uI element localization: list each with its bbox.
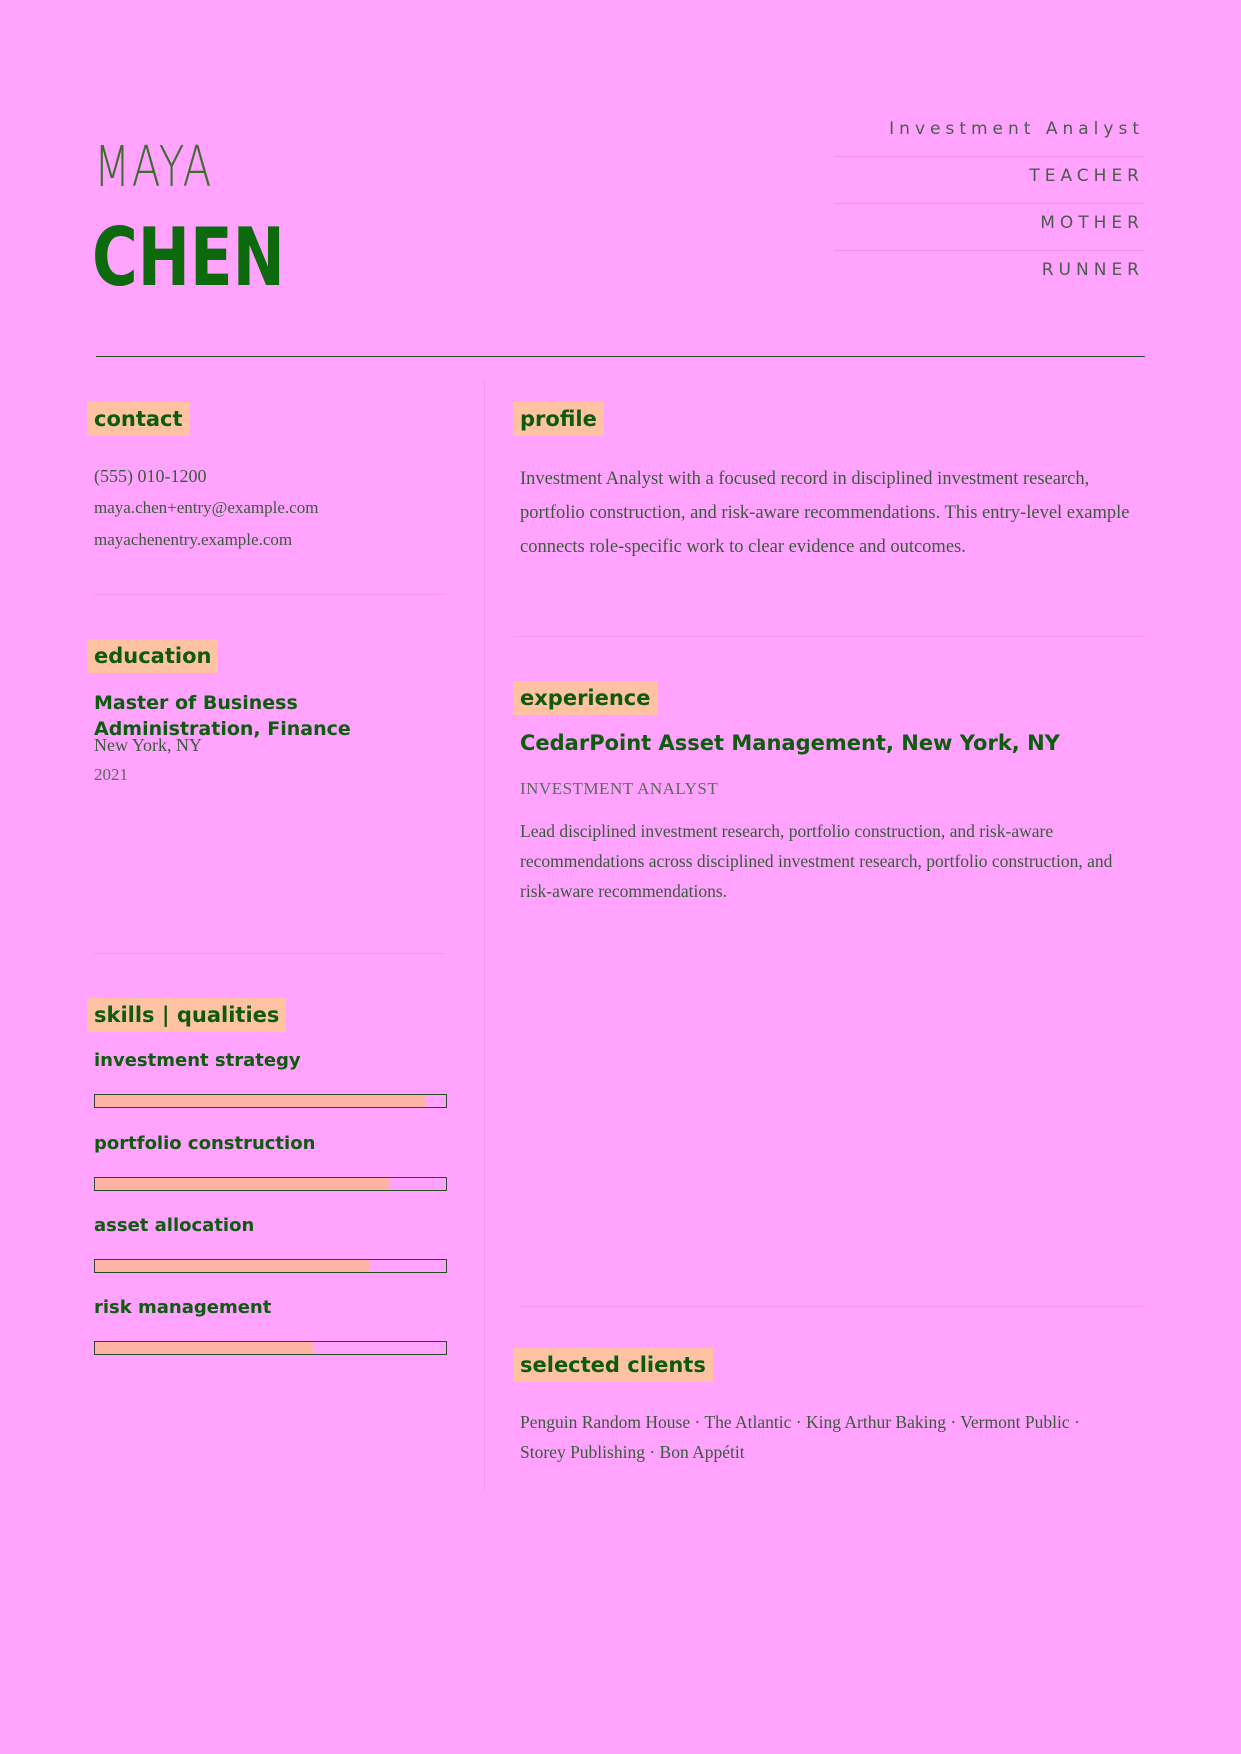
skill-bar xyxy=(94,1341,447,1355)
header-divider xyxy=(96,356,1145,357)
skill-bar-fill xyxy=(95,1260,369,1272)
first-name: MAYA xyxy=(94,135,213,200)
column-divider xyxy=(484,380,485,1490)
section-divider xyxy=(94,594,446,595)
clients-heading: selected clients xyxy=(513,1348,713,1382)
skill-bar xyxy=(94,1094,447,1108)
contact-phone: (555) 010-1200 xyxy=(94,466,207,486)
experience-heading: experience xyxy=(513,681,658,715)
skill-bar xyxy=(94,1177,447,1191)
experience-company: CedarPoint Asset Management, New York, NY xyxy=(520,731,1060,755)
section-divider xyxy=(94,953,446,954)
clients-list: Penguin Random House · The Atlantic · King Arthur Baking · Vermont Public · Storey Publishing · Bon Appétit xyxy=(520,1412,1080,1462)
skills-heading: skills | qualities xyxy=(87,998,286,1032)
profile-text: Investment Analyst with a focused record in disciplined investment research, portfolio construction, and risk-aware recommendations. This entry-level example connects role-specific work to clear evidence and outcomes. xyxy=(520,469,1130,557)
skill-label: investment strategy xyxy=(94,1050,301,1071)
education-heading: education xyxy=(87,639,218,673)
contact-heading: contact xyxy=(87,402,190,436)
skill-bar-fill xyxy=(95,1178,390,1190)
last-name: CHEN xyxy=(92,211,285,304)
education-degree: Master of Business Administration, Finance xyxy=(94,692,351,740)
experience-description: Lead disciplined investment research, portfolio construction, and risk-aware recommendations across disciplined investment research, portfolio construction, and risk-aware recommendations. xyxy=(520,821,1113,901)
skill-bar-fill xyxy=(95,1095,425,1107)
role-item: Investment Analyst xyxy=(834,110,1144,157)
role-item: MOTHER xyxy=(834,204,1144,251)
skill-label: portfolio construction xyxy=(94,1133,316,1154)
contact-email: maya.chen+entry@example.com xyxy=(94,498,319,517)
skill-bar xyxy=(94,1259,447,1273)
role-list xyxy=(834,110,1144,297)
section-divider xyxy=(520,1306,1145,1307)
experience-title: INVESTMENT ANALYST xyxy=(520,779,719,798)
role-item: TEACHER xyxy=(834,157,1144,204)
education-year: 2021 xyxy=(94,765,128,784)
education-location: New York, NY xyxy=(94,735,203,755)
skill-label: asset allocation xyxy=(94,1215,255,1236)
skill-bar-fill xyxy=(95,1342,313,1354)
contact-website: mayachenentry.example.com xyxy=(94,530,293,549)
role-item: RUNNER xyxy=(1041,260,1144,280)
profile-heading: profile xyxy=(513,402,604,436)
section-divider xyxy=(513,636,1145,637)
skill-label: risk management xyxy=(94,1297,272,1318)
